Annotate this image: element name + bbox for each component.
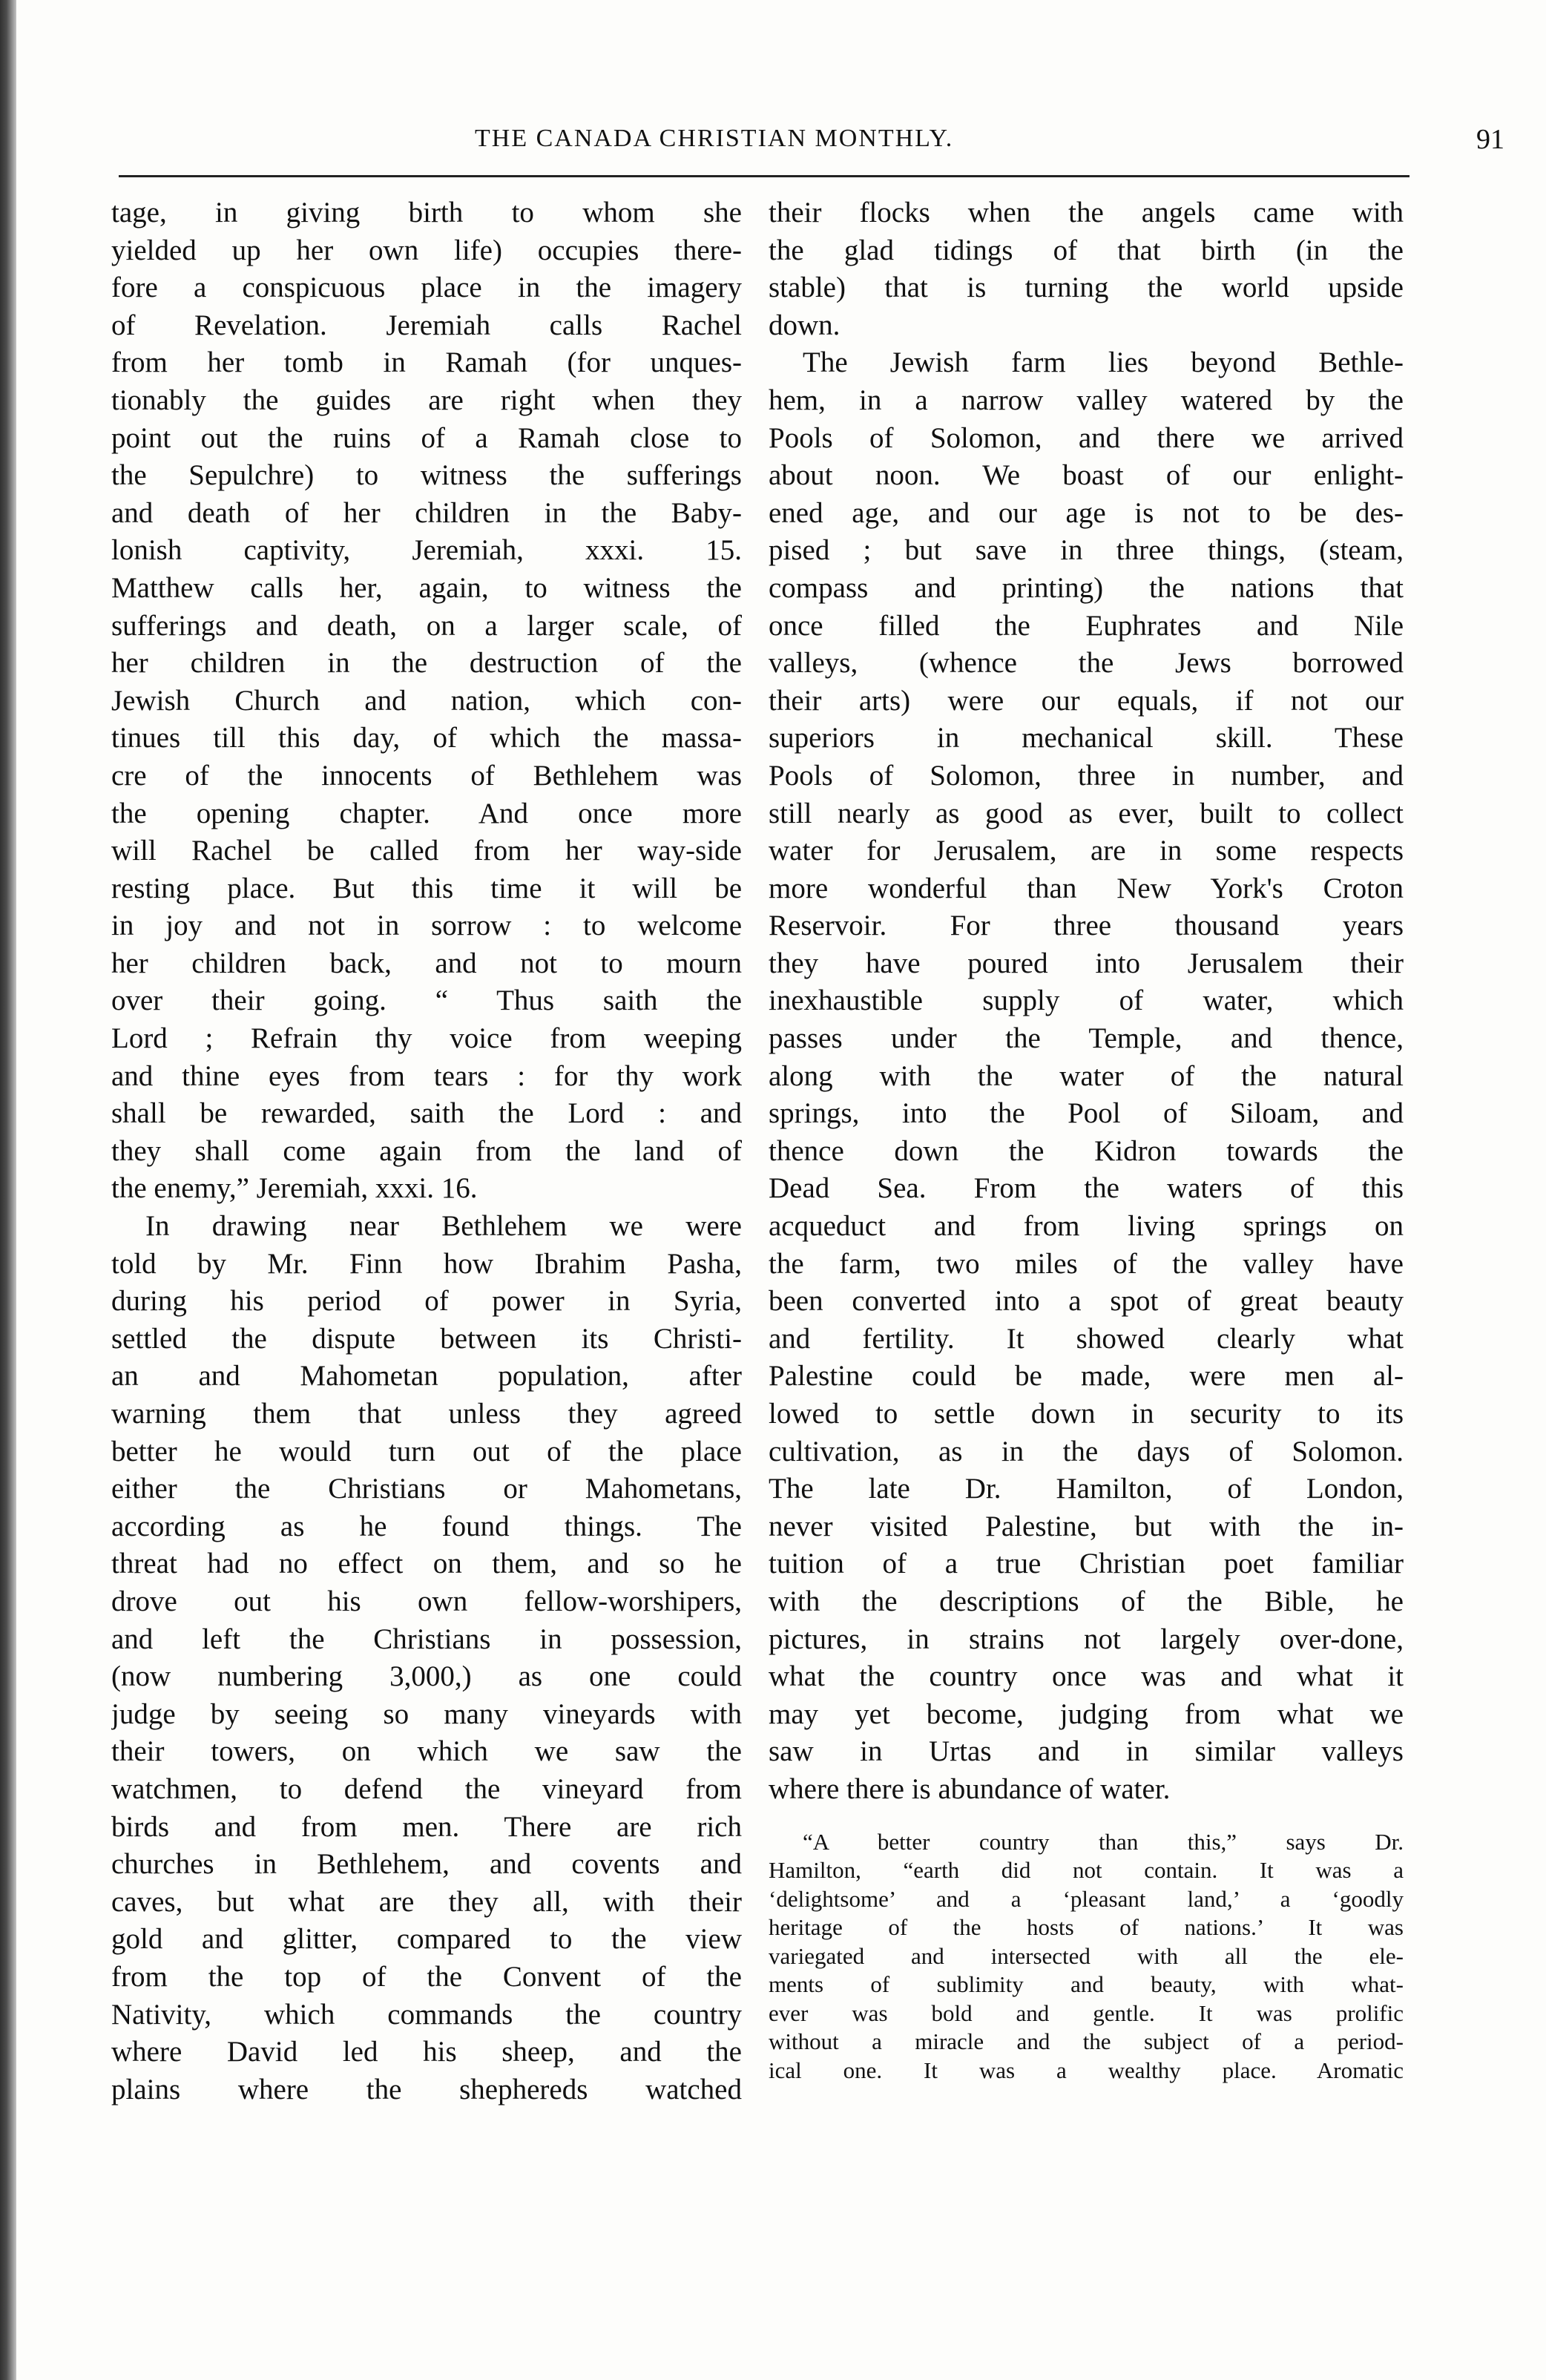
left-column-line: (now numbering 3,000,) as one could xyxy=(111,1660,742,1693)
left-column-line: and death of her children in the Baby- xyxy=(111,496,742,529)
right-column-line: about noon. We boast of our enlight- xyxy=(769,459,1404,492)
left-column-line: from the top of the Convent of the xyxy=(111,1960,742,1993)
left-column-line: an and Mahometan population, after xyxy=(111,1360,742,1393)
quote-line: ‘delightsome’ and a ‘pleasant land,’ a ‘goodly xyxy=(769,1885,1404,1912)
left-column-line: gold and glitter, compared to the view xyxy=(111,1923,742,1956)
left-column-line: and left the Christians in possession, xyxy=(111,1623,742,1655)
left-column-line: during his period of power in Syria, xyxy=(111,1285,742,1318)
left-column-line: settled the dispute between its Christi- xyxy=(111,1322,742,1355)
right-column-line: Pools of Solomon, and there we arrived xyxy=(769,421,1404,454)
left-column-line: will Rachel be called from her way-side xyxy=(111,835,742,867)
page-number: 91 xyxy=(1476,124,1504,155)
left-column-line: her children back, and not to mourn xyxy=(111,947,742,979)
right-column-line: compass and printing) the nations that xyxy=(769,571,1404,604)
running-head-title: THE CANADA CHRISTIAN MONTHLY. xyxy=(475,125,954,152)
right-column-line: their arts) were our equals, if not our xyxy=(769,684,1404,717)
right-column-line: springs, into the Pool of Siloam, and xyxy=(769,1097,1404,1130)
right-column-line: tuition of a true Christian poet familiar xyxy=(769,1548,1404,1580)
right-column-line: may yet become, judging from what we xyxy=(769,1697,1404,1730)
right-column-line: and fertility. It showed clearly what xyxy=(769,1322,1404,1355)
right-column-line: along with the water of the natural xyxy=(769,1059,1404,1092)
left-column-line: point out the ruins of a Ramah close to xyxy=(111,421,742,454)
left-column-line: tinues till this day, of which the massa- xyxy=(111,722,742,755)
left-column-line: churches in Bethlehem, and covents and xyxy=(111,1848,742,1881)
right-text-column xyxy=(769,194,1404,2085)
left-column-line: lonish captivity, Jeremiah, xxxi. 15. xyxy=(111,534,742,567)
left-column-line: warning them that unless they agreed xyxy=(111,1398,742,1430)
quote-line: Hamilton, “earth did not contain. It was a xyxy=(769,1857,1404,1884)
left-column-line: their towers, on which we saw the xyxy=(111,1735,742,1768)
right-column-line: thence down the Kidron towards the xyxy=(769,1134,1404,1167)
right-column-line: the glad tidings of that birth (in the xyxy=(769,234,1404,266)
quote-line: ical one. It was a wealthy place. Aromatic xyxy=(769,2057,1404,2083)
right-column-line: Reservoir. For three thousand years xyxy=(769,910,1404,942)
left-column-line: they shall come again from the land of xyxy=(111,1134,742,1167)
left-column-line: birds and from men. There are rich xyxy=(111,1810,742,1843)
left-column-line: sufferings and death, on a larger scale, of xyxy=(111,609,742,642)
right-column-line: still nearly as good as ever, built to collect xyxy=(769,797,1404,829)
left-column-line: Matthew calls her, again, to witness the xyxy=(111,571,742,604)
left-column-line: plains where the shephereds watched xyxy=(111,2073,742,2105)
right-column-line: once filled the Euphrates and Nile xyxy=(769,609,1404,642)
right-column-line: they have poured into Jerusalem their xyxy=(769,947,1404,979)
right-column-line: Dead Sea. From the waters of this xyxy=(769,1172,1404,1205)
left-column-line: the opening chapter. And once more xyxy=(111,797,742,829)
right-column-line: been converted into a spot of great beauty xyxy=(769,1285,1404,1318)
right-column-line: their flocks when the angels came with xyxy=(769,197,1404,229)
left-column-line: shall be rewarded, saith the Lord : and xyxy=(111,1097,742,1130)
left-column-line: Jewish Church and nation, which con- xyxy=(111,684,742,717)
left-column-line: fore a conspicuous place in the imagery xyxy=(111,272,742,304)
right-column-line: with the descriptions of the Bible, he xyxy=(769,1585,1404,1617)
right-column-body xyxy=(769,194,1404,1809)
header-rule xyxy=(119,175,1410,177)
left-column-line: either the Christians or Mahometans, xyxy=(111,1473,742,1505)
right-column-line: more wonderful than New York's Croton xyxy=(769,872,1404,904)
quote-line: without a miracle and the subject of a period- xyxy=(769,2028,1404,2055)
left-column-line: watchmen, to defend the vineyard from xyxy=(111,1772,742,1805)
quote-line: “A better country than this,” says Dr. xyxy=(803,1828,1404,1855)
left-column-line: caves, but what are they all, with their xyxy=(111,1885,742,1918)
left-column-line: and thine eyes from tears : for thy work xyxy=(111,1059,742,1092)
left-column-line: tionably the guides are right when they xyxy=(111,384,742,416)
right-column-line: superiors in mechanical skill. These xyxy=(769,722,1404,755)
left-text-column xyxy=(111,194,742,2108)
right-column-line: saw in Urtas and in similar valleys xyxy=(769,1735,1404,1768)
right-column-line: where there is abundance of water. xyxy=(769,1772,1171,1805)
page-spine-shadow xyxy=(0,0,16,2380)
quote-line: ever was bold and gentle. It was prolific xyxy=(769,1999,1404,2026)
right-column-line: the farm, two miles of the valley have xyxy=(769,1247,1404,1280)
right-column-line: water for Jerusalem, are in some respects xyxy=(769,835,1404,867)
left-column-line: of Revelation. Jeremiah calls Rachel xyxy=(111,309,742,341)
left-column-line: judge by seeing so many vineyards with xyxy=(111,1697,742,1730)
right-column-line: passes under the Temple, and thence, xyxy=(769,1022,1404,1055)
right-column-line: The Jewish farm lies beyond Bethle- xyxy=(803,346,1404,379)
right-column-line: ened age, and our age is not to be des- xyxy=(769,496,1404,529)
left-column-line: tage, in giving birth to whom she xyxy=(111,197,742,229)
right-column-line: inexhaustible supply of water, which xyxy=(769,984,1404,1017)
left-column-line: her children in the destruction of the xyxy=(111,647,742,680)
right-column-line: stable) that is turning the world upside xyxy=(769,272,1404,304)
left-column-line: told by Mr. Finn how Ibrahim Pasha, xyxy=(111,1247,742,1280)
left-column-line: the Sepulchre) to witness the sufferings xyxy=(111,459,742,492)
quote-line: variegated and intersected with all the ele- xyxy=(769,1942,1404,1969)
left-column-line: from her tomb in Ramah (for unques- xyxy=(111,346,742,379)
left-column-line: In drawing near Bethlehem we were xyxy=(145,1210,742,1243)
left-column-line: the enemy,” Jeremiah, xxxi. 16. xyxy=(111,1172,478,1205)
left-column-line: better he would turn out of the place xyxy=(111,1435,742,1467)
right-column-line: hem, in a narrow valley watered by the xyxy=(769,384,1404,416)
left-column-line: over their going. “ Thus saith the xyxy=(111,984,742,1017)
left-column-line: cre of the innocents of Bethlehem was xyxy=(111,759,742,792)
right-column-line: Pools of Solomon, three in number, and xyxy=(769,759,1404,792)
right-column-line: Palestine could be made, were men al- xyxy=(769,1360,1404,1393)
left-column-line: where David led his sheep, and the xyxy=(111,2036,742,2068)
left-column-line: threat had no effect on them, and so he xyxy=(111,1548,742,1580)
left-column-line: Lord ; Refrain thy voice from weeping xyxy=(111,1022,742,1055)
left-column-line: resting place. But this time it will be xyxy=(111,872,742,904)
quote-line: heritage of the hosts of nations.’ It was xyxy=(769,1914,1404,1941)
right-column-line: acqueduct and from living springs on xyxy=(769,1210,1404,1243)
right-column-line: pised ; but save in three things, (steam, xyxy=(769,534,1404,567)
right-column-line: The late Dr. Hamilton, of London, xyxy=(769,1473,1404,1505)
right-column-line: valleys, (whence the Jews borrowed xyxy=(769,647,1404,680)
right-column-line: pictures, in strains not largely over-done, xyxy=(769,1623,1404,1655)
quote-line: ments of sublimity and beauty, with what- xyxy=(769,1971,1404,1998)
right-column-line: cultivation, as in the days of Solomon. xyxy=(769,1435,1404,1467)
left-column-line: Nativity, which commands the country xyxy=(111,1998,742,2031)
left-column-line: yielded up her own life) occupies there- xyxy=(111,234,742,266)
right-column-line: what the country once was and what it xyxy=(769,1660,1404,1693)
right-column-line: down. xyxy=(769,309,841,341)
right-column-line: lowed to settle down in security to its xyxy=(769,1398,1404,1430)
block-quotation xyxy=(769,1828,1404,2085)
right-column-line: never visited Palestine, but with the in- xyxy=(769,1510,1404,1542)
left-column-line: drove out his own fellow-worshipers, xyxy=(111,1585,742,1617)
left-column-line: in joy and not in sorrow : to welcome xyxy=(111,910,742,942)
left-column-line: according as he found things. The xyxy=(111,1510,742,1542)
